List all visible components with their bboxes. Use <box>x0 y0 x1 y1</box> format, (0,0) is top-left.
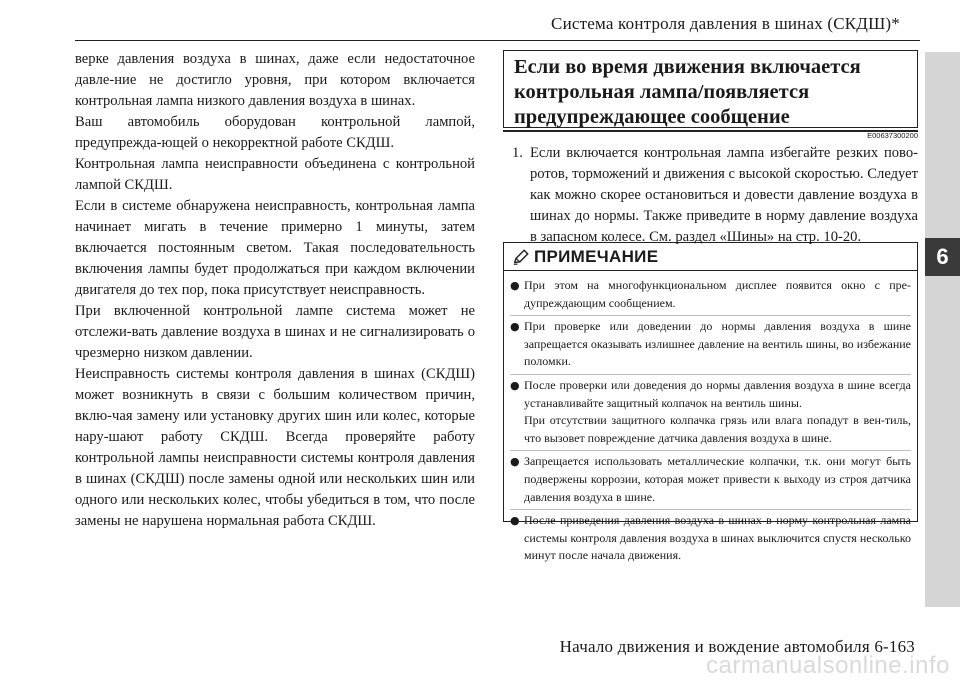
note-text: Запрещается использовать металлические колпачки, т.к. они могут быть подвержены коррозии, которая может привести к выходу из строя датчика давления воздуха в шине. <box>524 454 911 504</box>
note-text: После проверки или доведения до нормы давления воздуха в шине всегда устанавливайте защитный колпачок на вентиль шины. <box>524 377 911 410</box>
chapter-side-tab <box>925 52 960 607</box>
note-item <box>510 375 911 451</box>
bullet-icon: ● <box>510 279 520 292</box>
instruction-steps <box>512 143 918 248</box>
note-text: После приведения давления воздуха в шинах в норму контрольная лампа системы контроля давления воздуха в шинах выключится спустя несколько минут после начала движения. <box>524 513 911 563</box>
note-item <box>510 275 911 316</box>
note-text-continued: При отсутствии защитного колпачка грязь или влага попадут в вен-тиль, что вызовет повреждение датчика давления воздуха в шине. <box>524 413 911 445</box>
note-text: При проверке или доведении до нормы давления воздуха в шине запрещается оказывать излишнее давление на вентиль шины, во избежание поломки. <box>524 319 911 369</box>
note-box <box>503 242 918 563</box>
note-item <box>510 510 911 568</box>
paragraph: При включенной контрольной лампе система может не отслежи-вать давление воздуха в шинах и не сигнализировать о чрезмерно низком давлении. <box>75 303 475 361</box>
left-column-text <box>75 49 475 532</box>
note-item <box>510 451 911 510</box>
bullet-icon: ● <box>510 378 520 392</box>
step-text: Если включается контрольная лампа избегайте резких пово-ротов, торможений и движения с высокой скоростью. Следует как можно скорее остановиться и довести давление воздуха в шинах до нормы. Также приведите в норму давление воздуха в запасном колесе. См. раздел «Шины» на стр. 10-20. <box>530 145 918 245</box>
section-reference-code: E00637300200 <box>867 131 918 140</box>
note-item <box>510 316 911 375</box>
section-heading: Если во время движения включается контрольная лампа/появляется предупреждающее сообщение <box>503 50 918 128</box>
paragraph: Если в системе обнаружена неисправность, контрольная лампа начинает мигать в течение примерно 1 минуты, затем включается постоянным светом. Такая последовательность включения лампы будет продолжаться при каждом включении двигателя до тех пор, пока присутствует неисправность. <box>75 198 475 298</box>
paragraph: верке давления воздуха в шинах, даже если недостаточное давле-ние не достигло уровня, при котором включается контрольная лампа низкого давления воздуха в шинах. <box>75 51 475 109</box>
page-header-title: Система контроля давления в шинах (СКДШ)* <box>551 14 900 33</box>
note-heading: ПРИМЕЧАНИЕ <box>534 246 659 266</box>
note-header <box>504 243 917 271</box>
step-number: 1. <box>512 145 523 161</box>
header-divider <box>75 40 920 41</box>
bullet-icon: ● <box>510 455 520 469</box>
paragraph: Ваш автомобиль оборудован контрольной лампой, предупрежда-ющей о некорректной работе СКДШ. <box>75 114 475 151</box>
paragraph: Контрольная лампа неисправности объединена с контрольной лампой СКДШ. <box>75 156 475 193</box>
bullet-icon: ● <box>510 320 520 334</box>
instruction-step <box>512 143 918 248</box>
note-text: При этом на многофункциональном дисплее появится окно с пре-дупреждающим сообщением. <box>524 278 911 310</box>
note-list <box>504 271 917 568</box>
bullet-icon: ● <box>510 514 520 528</box>
pen-icon <box>512 248 530 266</box>
paragraph: Неисправность системы контроля давления в шинах (СКДШ) может возникнуть в связи с большим количеством причин, вклю-чая замену или установку других шин или колес, которые нару-шают работу СКДШ. Всегда проверяйте работу контрольной лампы неисправности системы контроля давления в шинах (СКДШ) после замены одной или нескольких шин или одного или нескольких колес, чтобы убедиться в том, что после замены не нарушена нормальная работа СКДШ. <box>75 366 475 529</box>
page-footer: Начало движения и вождение автомобиля 6-163 <box>559 637 915 656</box>
section-heading-underline <box>503 130 918 132</box>
watermark: carmanualsonline.info <box>706 652 950 679</box>
chapter-number-badge: 6 <box>925 238 960 276</box>
